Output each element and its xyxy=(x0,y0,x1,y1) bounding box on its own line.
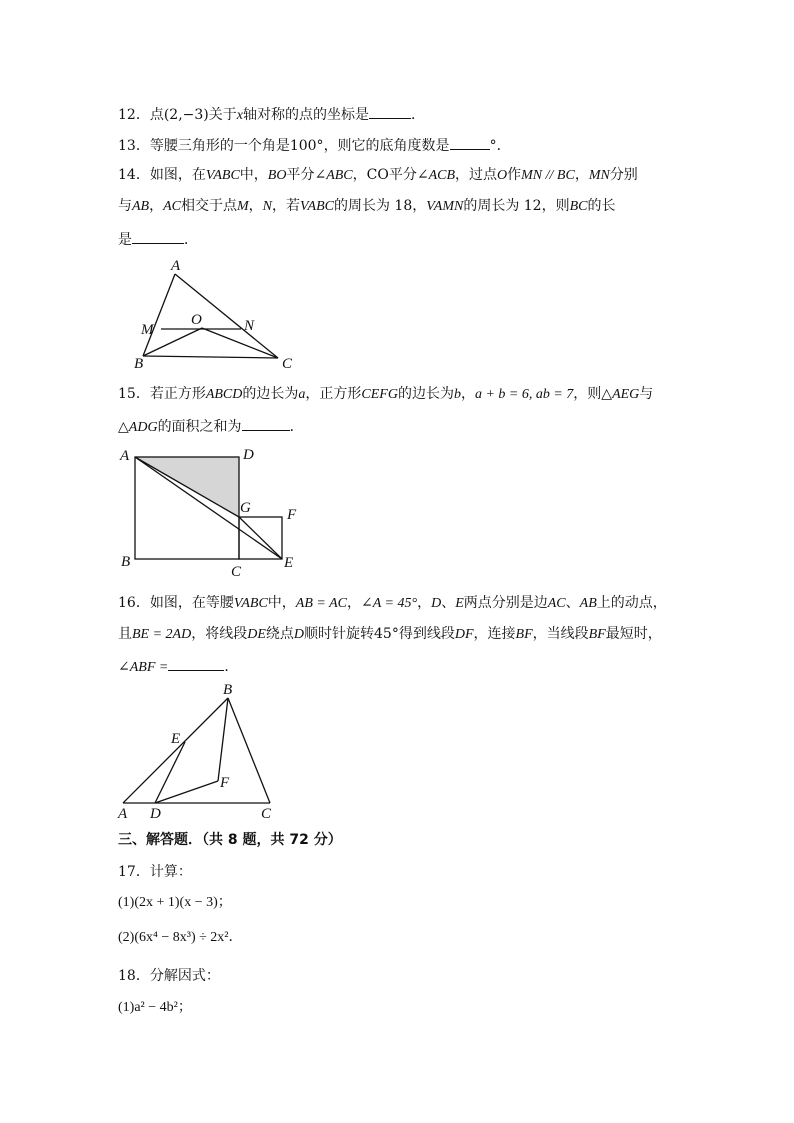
answer-blank xyxy=(132,229,184,244)
label-d: D xyxy=(243,447,254,463)
question-13: 13．等腰三角形的一个角是100°，则它的底角度数是 °． xyxy=(118,135,511,155)
figure-16-triangle xyxy=(115,680,285,825)
question-12: 12．点(2,−3)关于x轴对称的点的坐标是 ． xyxy=(118,104,425,125)
question-14-line-1: 14．如图，在VABC中，BO平分∠ABC，CO平分∠ACB，过点O作MN // BC，MN分别 xyxy=(118,167,638,183)
question-16-line-1: 16．如图，在等腰VABC中，AB = AC，∠A = 45°，D、E两点分别是边AC、AB上的动点， xyxy=(118,595,667,611)
label-b: B xyxy=(223,682,233,698)
answer-blank xyxy=(450,135,490,150)
figure-14-triangle xyxy=(130,256,300,374)
label-c: C xyxy=(261,806,272,822)
question-17-title: 17．计算： xyxy=(118,864,192,880)
answer-blank xyxy=(369,104,411,119)
question-18-title: 18．分解因式： xyxy=(118,968,220,984)
question-16-line-2: 且BE = 2AD，将线段DE绕点D顺时针旋转45°得到线段DF，连接BF，当线段BF最短时， xyxy=(118,626,662,642)
label-d: D xyxy=(150,806,161,822)
label-m: M xyxy=(141,322,154,338)
label-b: B xyxy=(134,356,144,372)
label-a: A xyxy=(171,258,181,274)
label-c: C xyxy=(282,356,293,372)
question-17-part-2: (2)(6x⁴ − 8x³) ÷ 2x²． xyxy=(118,930,243,945)
label-o: O xyxy=(191,312,202,328)
question-16-line-3: ∠ABF = ． xyxy=(118,656,238,677)
segment-co xyxy=(202,328,278,358)
segment-ab xyxy=(123,698,228,803)
section-heading: 三、解答题．（共 8 题，共 72 分） xyxy=(118,832,342,848)
label-e: E xyxy=(171,731,181,747)
label-f: F xyxy=(287,507,297,523)
label-a: A xyxy=(120,448,130,464)
label-c: C xyxy=(231,564,242,580)
label-g: G xyxy=(240,500,251,516)
question-15-line-1: 15．若正方形ABCD的边长为a，正方形CEFG的边长为b，a + b = 6, ab = 7，则△AEG与 xyxy=(118,386,654,402)
answer-blank xyxy=(168,656,224,671)
question-17-part-1: (1)(2x + 1)(x − 3)； xyxy=(118,895,232,910)
figure-15-squares xyxy=(110,444,340,582)
label-b: B xyxy=(121,554,131,570)
segment-bc xyxy=(228,698,270,803)
question-14-line-2: 与AB，AC相交于点M，N，若VABC的周长为 18，VAMN的周长为 12，则BC的长 xyxy=(118,198,616,214)
segment-bf xyxy=(218,698,228,781)
answer-blank xyxy=(242,416,290,431)
question-14-line-3: 是 ． xyxy=(118,229,198,249)
question-18-part-1: (1)a² − 4b²； xyxy=(118,1000,192,1015)
label-n: N xyxy=(244,318,255,334)
label-a: A xyxy=(118,806,128,822)
label-e: E xyxy=(284,555,294,571)
segment-bc xyxy=(143,356,278,358)
question-15-line-2: △ADG的面积之和为 ． xyxy=(118,416,304,437)
label-f: F xyxy=(220,775,230,791)
segment-ge xyxy=(239,517,282,559)
